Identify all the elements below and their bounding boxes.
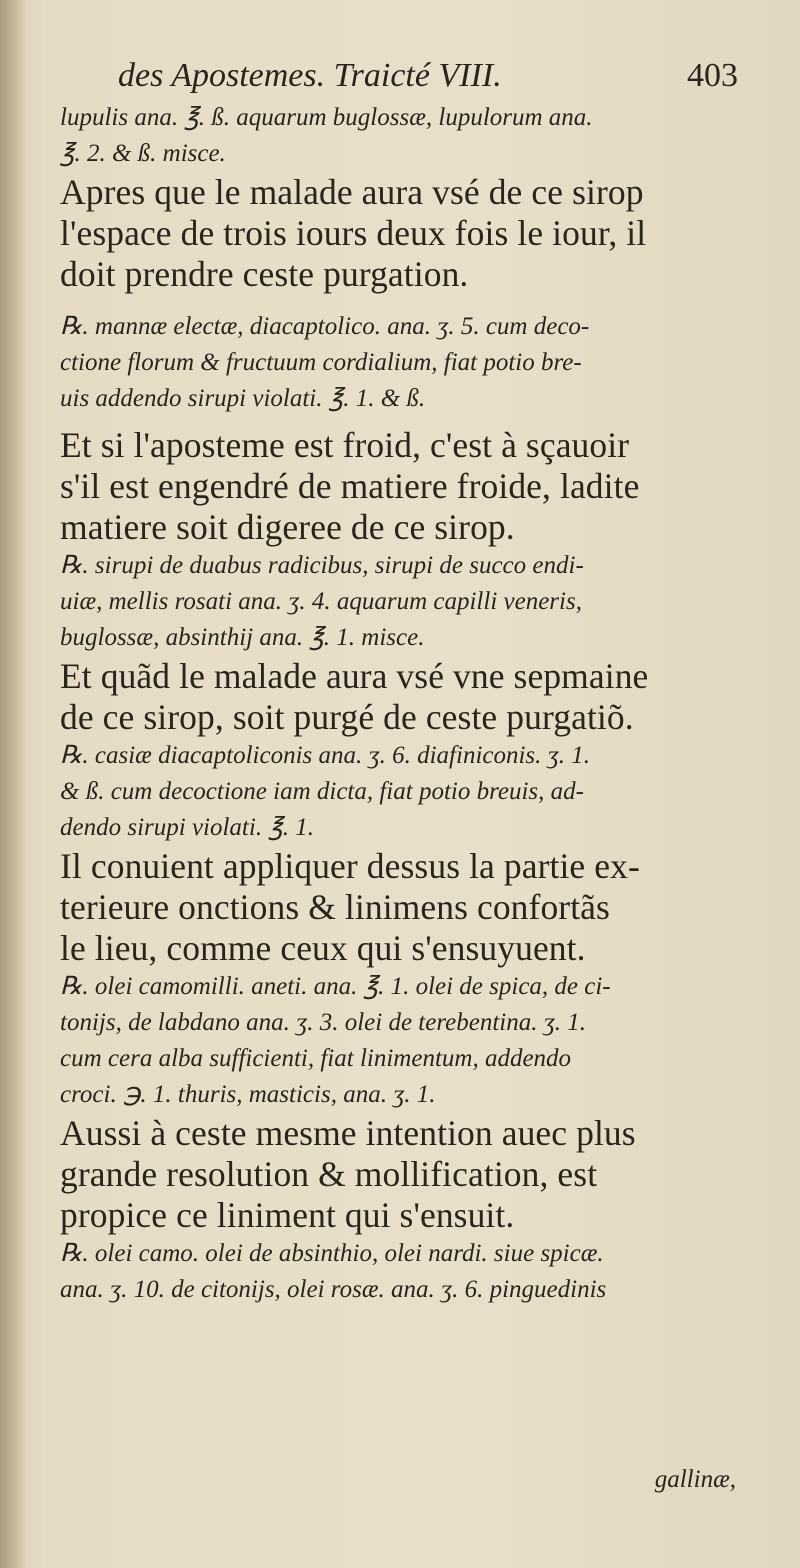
text-line: ℞. olei camo. olei de absinthio, olei nardi. siue spicæ. <box>60 1240 604 1267</box>
text-line: s'il est engendré de matiere froide, ladite <box>60 466 640 506</box>
text-line: dendo sirupi violati. ℥. 1. <box>60 814 315 841</box>
text-line: ℞. olei camomilli. aneti. ana. ℥. 1. olei de spica, de ci- <box>60 973 611 1000</box>
text-line: doit prendre ceste purgation. <box>60 254 469 294</box>
running-title: des Apostemes. Traicté VIII. <box>118 57 502 94</box>
catchword: gallinæ, <box>654 1466 736 1493</box>
binding-gutter <box>0 0 26 1568</box>
text-line: Et si l'aposteme est froid, c'est à sçauoir <box>60 425 630 465</box>
text-line: uiæ, mellis rosati ana. ʒ. 4. aquarum capilli veneris, <box>60 588 582 615</box>
text-line: le lieu, comme ceux qui s'ensuyuent. <box>60 928 586 968</box>
text-line: propice ce liniment qui s'ensuit. <box>60 1195 515 1235</box>
text-line: buglossæ, absinthij ana. ℥. 1. misce. <box>60 624 425 651</box>
text-line: ctione florum & fructuum cordialium, fiat potio bre- <box>60 349 582 376</box>
text-line: ℞. mannæ electæ, diacaptolico. ana. ʒ. 5. cum deco- <box>60 313 590 340</box>
text-line: tonijs, de labdano ana. ʒ. 3. olei de terebentina. ʒ. 1. <box>60 1009 587 1036</box>
text-line: grande resolution & mollification, est <box>60 1154 598 1194</box>
running-header <box>118 48 738 104</box>
text-line: Il conuient appliquer dessus la partie ex- <box>60 846 640 886</box>
text-line: ℞. casiæ diacaptoliconis ana. ʒ. 6. diafiniconis. ʒ. 1. <box>60 742 591 769</box>
text-body <box>60 100 720 1308</box>
text-line: de ce sirop, soit purgé de ceste purgatiõ. <box>60 697 634 737</box>
text-line: terieure onctions & linimens confortãs <box>60 887 610 927</box>
page-number: 403 <box>687 57 738 94</box>
text-line: ℞. sirupi de duabus radicibus, sirupi de succo endi- <box>60 552 584 579</box>
text-line: ana. ʒ. 10. de citonijs, olei rosæ. ana. ʒ. 6. pinguedinis <box>60 1276 607 1303</box>
text-line: l'espace de trois iours deux fois le iour, il <box>60 213 647 253</box>
text-line: uis addendo sirupi violati. ℥. 1. & ß. <box>60 385 426 412</box>
text-line: Et quãd le malade aura vsé vne sepmaine <box>60 656 649 696</box>
text-line: matiere soit digeree de ce sirop. <box>60 507 515 547</box>
text-line: ℥. 2. & ß. misce. <box>60 140 226 167</box>
text-line: Apres que le malade aura vsé de ce sirop <box>60 172 644 212</box>
text-line: croci. ℈. 1. thuris, masticis, ana. ʒ. 1. <box>60 1081 436 1108</box>
text-line: cum cera alba sufficienti, fiat linimentum, addendo <box>60 1045 572 1072</box>
text-line: & ß. cum decoctione iam dicta, fiat potio breuis, ad- <box>60 778 584 805</box>
text-line: Aussi à ceste mesme intention auec plus <box>60 1113 636 1153</box>
text-line: lupulis ana. ℥. ß. aquarum buglossæ, lupulorum ana. <box>60 104 593 131</box>
